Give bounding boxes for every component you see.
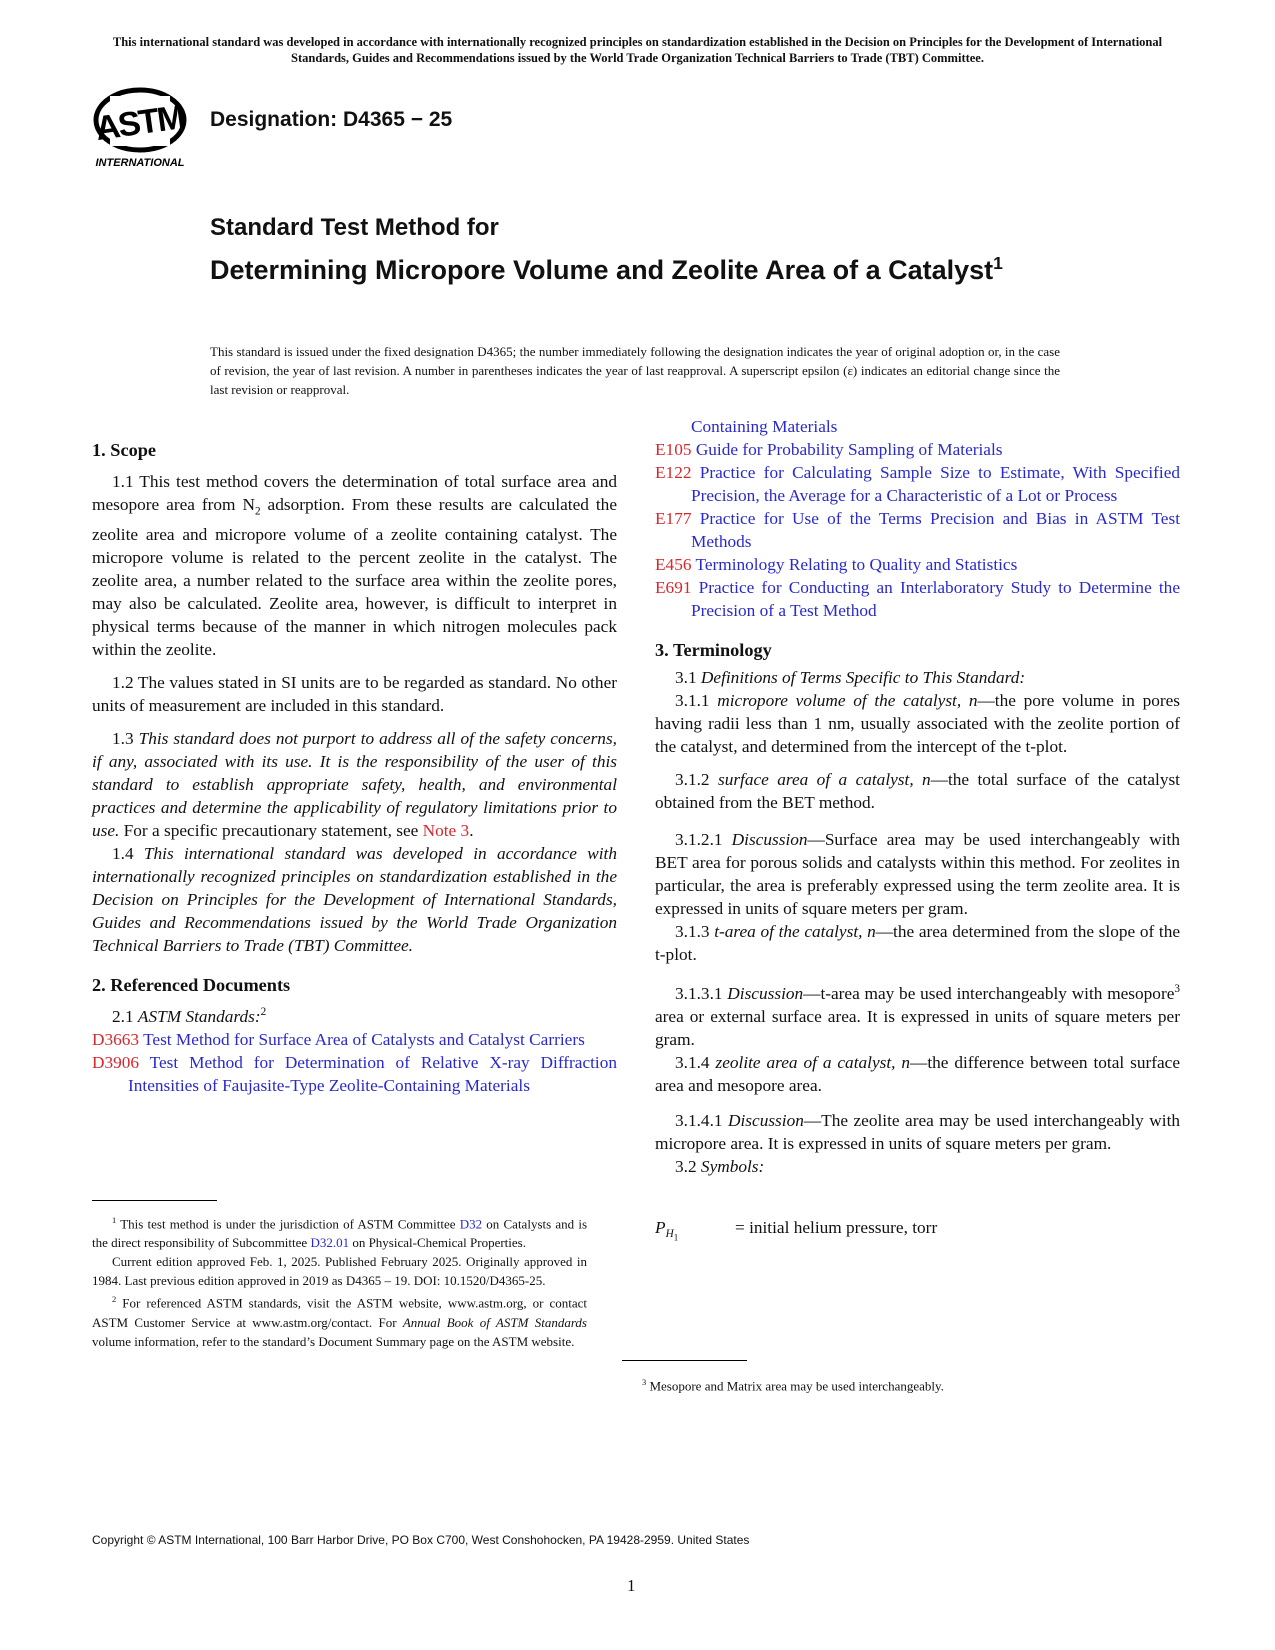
ref-item[interactable]: E456 Terminology Relating to Quality and Statistics bbox=[655, 555, 1018, 574]
ref-item[interactable]: E691 Practice for Conducting an Interlaboratory Study to Determine the Precision of a Test Method bbox=[655, 578, 1180, 620]
symbol-definition: = initial helium pressure, torr bbox=[735, 1217, 938, 1237]
footnote-1-edition: Current edition approved Feb. 1, 2025. Published February 2025. Originally approved in 1984. Last previous edition approved in 2019 as D4365 – 19. DOI: 10.1520/D4365-25. bbox=[92, 1254, 587, 1289]
title-text: Determining Micropore Volume and Zeolite Area of a Catalyst bbox=[210, 255, 994, 285]
para-3-2: 3.2 Symbols: bbox=[675, 1156, 765, 1176]
ref-item[interactable]: D3663 Test Method for Surface Area of Catalysts and Catalyst Carriers bbox=[92, 1030, 585, 1050]
right-footnotes: $^3$ Mesopore and Matrix area may be used interchangeably. bbox=[622, 1360, 1147, 1395]
ref-item[interactable]: E177 Practice for Use of the Terms Precision and Bias in ASTM Test Methods bbox=[655, 509, 1180, 551]
ref-item[interactable]: E105 Guide for Probability Sampling of Materials bbox=[655, 440, 1003, 459]
section-scope-heading: 1. Scope bbox=[92, 440, 156, 460]
ref-item[interactable]: E122 Practice for Calculating Sample Size to Estimate, With Specified Precision, the Average for a Characteristic of a Lot or Process bbox=[655, 463, 1181, 505]
right-column bbox=[655, 415, 1181, 1243]
para-2-1: 2.1 ASTM Standards:$^2$ bbox=[112, 1006, 267, 1027]
committee-link[interactable]: D32 bbox=[459, 1216, 483, 1232]
para-3-1-2: 3.1.2 surface area of a catalyst, n—the total surface of the catalyst obtained from the BET method. bbox=[655, 770, 1180, 812]
section-refdocs-heading: 2. Referenced Documents bbox=[92, 975, 291, 996]
para-1-2: 1.2 The values stated in SI units are to be regarded as standard. No other units of measurement are included in this standard. bbox=[92, 673, 617, 716]
para-3-1-2-1: 3.1.2.1 Discussion—Surface area may be used interchangeably with BET area for porous solids and catalysts within this method. For zeolites in particular, the area is preferably expressed using the term zeolite area. It is expressed in units of square meters per gram. bbox=[655, 830, 1181, 918]
ref-item[interactable]: D3906 Test Method for Determination of Relative X-ray Diffraction Intensities of Faujasite-Type Zeolite-Containing Materials bbox=[92, 1053, 618, 1096]
para-3-1-4: 3.1.4 zeolite area of a catalyst, n—the difference between total surface area and mesopore area. bbox=[655, 1052, 1180, 1095]
page-number: 1 bbox=[627, 1576, 636, 1595]
section-terminology-heading: 3. Terminology bbox=[655, 640, 772, 660]
para-1-3: 1.3 This standard does not purport to address all of the safety concerns, if any, associated with its use. It is the responsibility of the user of this standard to establish appropriate safety, health, and environmental practices and determine the applicability of regulatory limitations prior to use. For a specific precautionary statement, see Note 3. bbox=[92, 729, 617, 841]
title-footnote-mark: 1 bbox=[993, 253, 1003, 273]
issue-notice: This standard is issued under the fixed designation D4365; the number immediately following the designation indicates the year of original adoption or, in the case of revision, the year of last revision. A number in parentheses indicates the year of last reapproval. A superscript epsilon (ε) indicates an editorial change since the last revision or reapproval. bbox=[210, 344, 1060, 397]
title-line-2 bbox=[210, 247, 1110, 287]
para-3-1-3-1: 3.1.3.1 Discussion—t-area may be used interchangeably with mesopore$^3$ area or external surface area. It is expressed in units of square meters per gram. bbox=[655, 983, 1180, 1049]
svg-text:ASTM: ASTM bbox=[93, 98, 186, 148]
para-1-4: 1.4 This international standard was developed in accordance with internationally recognized principles on standardization established in the Decision on Principles for the Development of International Standards, Guides and Recommendations issued by the World Trade Organization Technical Barriers to Trade (TBT) Committee. bbox=[92, 844, 617, 956]
left-column bbox=[92, 438, 617, 1097]
para-3-1-3: 3.1.3 t-area of the catalyst, n—the area determined from the slope of the t-plot. bbox=[655, 922, 1181, 964]
para-3-1-4-1: 3.1.4.1 Discussion—The zeolite area may be used interchangeably with micropore area. It is expressed in units of square meters per gram. bbox=[655, 1110, 1181, 1153]
svg-text:INTERNATIONAL: INTERNATIONAL bbox=[95, 157, 185, 169]
para-1-1: 1.1 This test method covers the determination of total surface area and mesopore area from $N_2$ adsorption. From these results are calculated the zeolite area and micropore volume of a zeolite containing catalyst. The micropore volume is related to the percent zeolite in the catalyst. The zeolite area, a number related to the surface area within the zeolite pores, may also be calculated. Zeolite area, however, is difficult to interpret in physical terms because of the manner in which nitrogen molecules pack within the zeolite. bbox=[92, 472, 617, 660]
footnote-3: Mesopore and Matrix area may be used interchangeably. bbox=[649, 1378, 944, 1394]
note-3-link[interactable]: Note 3 bbox=[422, 821, 470, 841]
para-3-1: 3.1 Definitions of Terms Specific to This Standard: bbox=[675, 668, 1026, 687]
symbol-row: $P_{H_1}$ = initial helium pressure, torr bbox=[655, 1217, 938, 1243]
wto-notice: This international standard was developed in accordance with internationally recognized principles on standardization established in the Decision on Principles for the Development of International Standards, Guides and Recommendations issued by the World Trade Organization Technical Barriers to Trade (TBT) Committee. bbox=[112, 35, 1163, 65]
title-line-1: Standard Test Method for bbox=[210, 214, 499, 241]
astm-logo bbox=[92, 86, 192, 170]
subcommittee-link[interactable]: D32.01 bbox=[310, 1235, 350, 1251]
copyright-footer: Copyright © ASTM International, 100 Barr Harbor Drive, PO Box C700, West Conshohocken, PA 19428-2959. United States bbox=[92, 1533, 750, 1547]
para-3-1-1: 3.1.1 micropore volume of the catalyst, n—the pore volume in pores having radii less than 1 nm, usually associated with the zeolite portion of the catalyst, and determined from the intercept of the t-plot. bbox=[655, 691, 1181, 756]
designation: Designation: D4365 − 25 bbox=[210, 108, 453, 131]
ref-item-continued[interactable]: Containing Materials bbox=[691, 417, 838, 436]
left-footnotes: $^1$ This test method is under the jurisdiction of ASTM Committee D32 on Catalysts and is the direct responsibility of Subcommittee D32.01 on Physical-Chemical Properties. Current edition approved Feb. 1, 2025. Published February 2025. Originally approved in 1984. Last previous edition approved in 2019 as D4365 – 19. DOI: 10.1520/D4365-25. $^2$ For referenced ASTM standards, visit the ASTM website, www.astm.org, or contact ASTM Customer Service at www.astm.org/contact. For Annual Book of ASTM Standards volume information, refer to the standard’s Document Summary page on the ASTM website. bbox=[92, 1200, 587, 1351]
